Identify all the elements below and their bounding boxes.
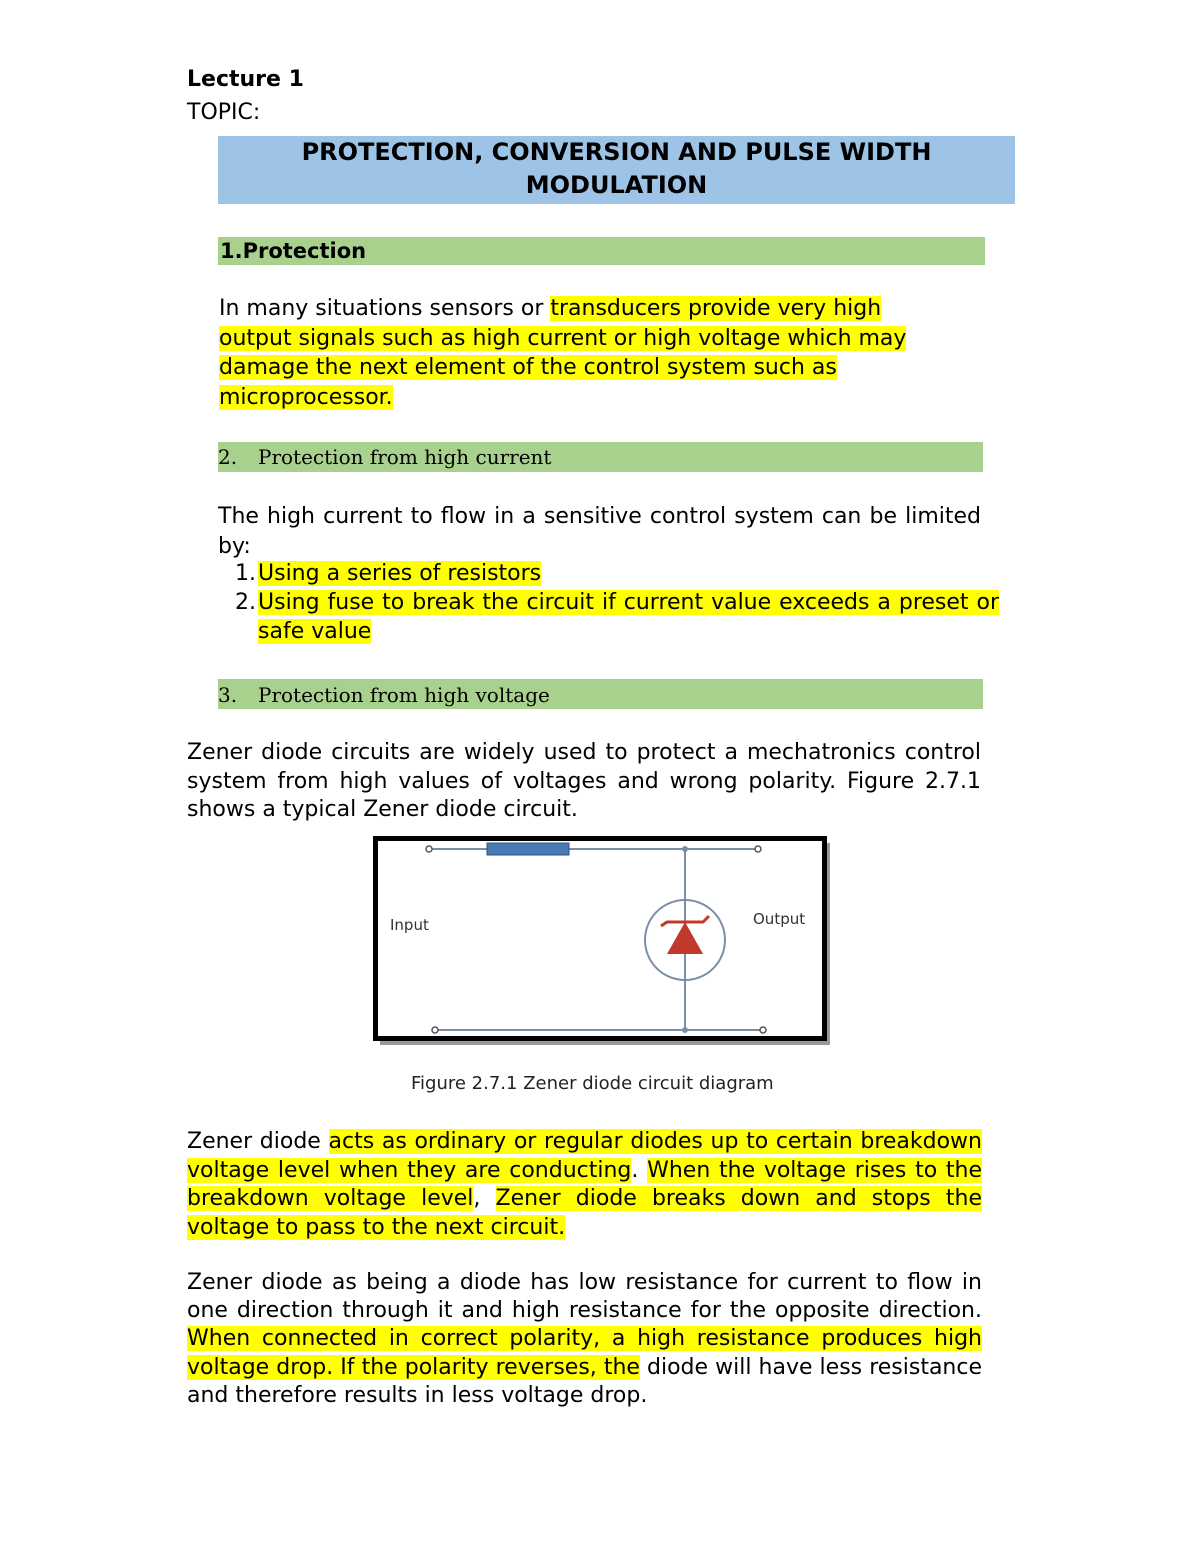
- high-voltage-intro: Zener diode circuits are widely used to protect a mechatronics control system from high values of voltages and wrong polarity. Figure 2.7.1 shows a typical Zener diode circuit.: [187, 740, 981, 822]
- list-item: [218, 588, 999, 646]
- highlighted-text: transducers provide very high: [550, 296, 882, 321]
- output-terminal-top: [755, 846, 761, 852]
- paragraph-text: .: [631, 1157, 648, 1183]
- figure-frame: [376, 839, 825, 1039]
- list-text: Using fuse to break the circuit if current value exceeds a preset or safe value: [258, 590, 999, 644]
- highlighted-text: output signals such as high current or high voltage which may: [219, 325, 907, 351]
- junction-top: [682, 846, 688, 852]
- section-title: Protection from high current: [258, 445, 552, 469]
- highlighted-text: When connected in correct polarity, a high resistance produces high voltage drop. If the polarity reverses, the: [187, 1326, 982, 1380]
- input-terminal-bottom: [432, 1027, 438, 1033]
- high-current-intro: The high current to flow in a sensitive control system can be limited by:: [218, 504, 981, 559]
- document-title: [218, 136, 1015, 204]
- list-text: Using a series of resistors: [258, 561, 542, 586]
- highlighted-text: damage the next element of the control system such as: [219, 355, 837, 380]
- protection-paragraph: [219, 294, 989, 412]
- title-line-1: PROTECTION, CONVERSION AND PULSE WIDTH: [301, 138, 932, 166]
- section-heading-protection: 1.Protection: [218, 237, 985, 265]
- section-heading-high-voltage: [218, 679, 983, 709]
- paragraph-text: In many situations sensors or: [219, 296, 551, 321]
- output-terminal-bottom: [760, 1027, 766, 1033]
- paragraph-text: Zener diode: [187, 1129, 329, 1154]
- lecture-number: Lecture 1: [187, 67, 304, 92]
- input-terminal-top: [426, 846, 432, 852]
- zener-circuit-diagram: [373, 836, 830, 1045]
- highlighted-text: When the voltage rises to the breakdown voltage level: [187, 1157, 982, 1211]
- list-item: [218, 559, 999, 588]
- section-heading-high-current: [218, 442, 983, 472]
- list-number: 1.: [235, 561, 256, 586]
- title-line-2: MODULATION: [525, 171, 708, 199]
- highlighted-text: acts as ordinary or regular diodes up to certain breakdown voltage level when they are conducting: [187, 1129, 982, 1183]
- resistor: [487, 843, 569, 855]
- paragraph-text: ,: [473, 1186, 496, 1211]
- paragraph-text: diode will have less resistance and therefore results in less voltage drop.: [187, 1354, 983, 1408]
- high-current-list: [218, 559, 999, 646]
- highlighted-text: Zener diode breaks down and stops the voltage to pass to the next circuit.: [187, 1186, 982, 1240]
- junction-bottom: [682, 1027, 688, 1033]
- list-number: 2.: [235, 590, 256, 615]
- highlighted-text: microprocessor.: [219, 384, 393, 410]
- section-number: 3.: [218, 683, 238, 707]
- topic-label: TOPIC:: [187, 100, 261, 125]
- input-label: Input: [390, 916, 429, 934]
- zener-resistance-paragraph: [187, 1269, 982, 1410]
- zener-breakdown-paragraph: [187, 1128, 982, 1242]
- paragraph-text: Zener diode as being a diode has low resistance for current to flow in one direction through it and high resistance for the opposite direction.: [187, 1270, 982, 1324]
- section-number: 2.: [218, 445, 238, 469]
- zener-circuit-figure: [373, 836, 830, 1045]
- figure-caption: Figure 2.7.1 Zener diode circuit diagram: [411, 1073, 774, 1094]
- section-title: Protection from high voltage: [258, 683, 550, 707]
- output-label: Output: [753, 910, 806, 928]
